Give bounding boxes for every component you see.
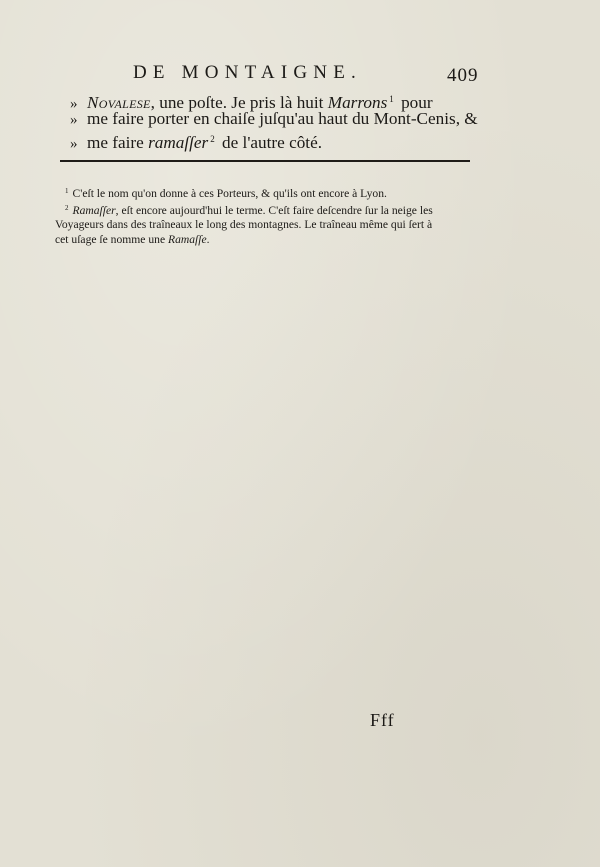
main-text [70,89,480,152]
footnote-2-line-3 [55,233,485,247]
footnotes [55,184,485,247]
quote-mark: » [70,96,78,112]
footnote-number: 2 [65,204,69,213]
signature-mark: Fff [370,710,395,730]
footnote-ref: 2 [210,134,215,144]
text-line-2 [70,109,480,129]
footnote-number: 1 [65,187,69,195]
footnote-text: cet uſage ſe nomme une [55,232,168,246]
footnote-1 [55,184,485,201]
footnote-italic-word: Ramaſſe [168,232,207,246]
quote-mark: » [70,136,78,152]
footnote-divider [60,160,470,162]
italic-word: Marrons [327,93,388,112]
text-segment: me faire [87,133,149,152]
text-segment: , une poſte. Je pris là huit [150,93,328,112]
footnote-2-line-2: Voyageurs dans des traîneaux le long des montagnes. Le traîneau même qui ſert à [55,218,433,232]
page-number: 409 [447,65,479,86]
page-header [0,62,600,88]
italic-word: ramaſſer [148,133,209,152]
text-segment: pour [396,93,433,112]
place-name: Novalese [87,93,151,112]
running-title: DE MONTAIGNE. [133,62,362,83]
footnote-ref: 1 [389,94,394,104]
footnote-italic-word: Ramaſſer [72,204,116,218]
text-line-3 [70,129,480,152]
text-line-1 [70,89,480,112]
footnote-text: C'eſt le nom qu'on donne à ces Porteurs, & qu'ils ont encore à Lyon. [72,187,387,200]
footnote-2-line-1 [55,201,485,218]
quote-mark: » [70,112,78,128]
text-segment: de l'autre côté. [217,133,322,152]
footnote-text: . [206,232,210,246]
footnote-text: , eſt encore aujourd'hui le terme. C'eſt faire deſcendre ſur la neige les [115,204,433,218]
text-segment: me faire porter en chaiſe juſqu'au haut du Mont-Cenis, & [87,109,478,128]
